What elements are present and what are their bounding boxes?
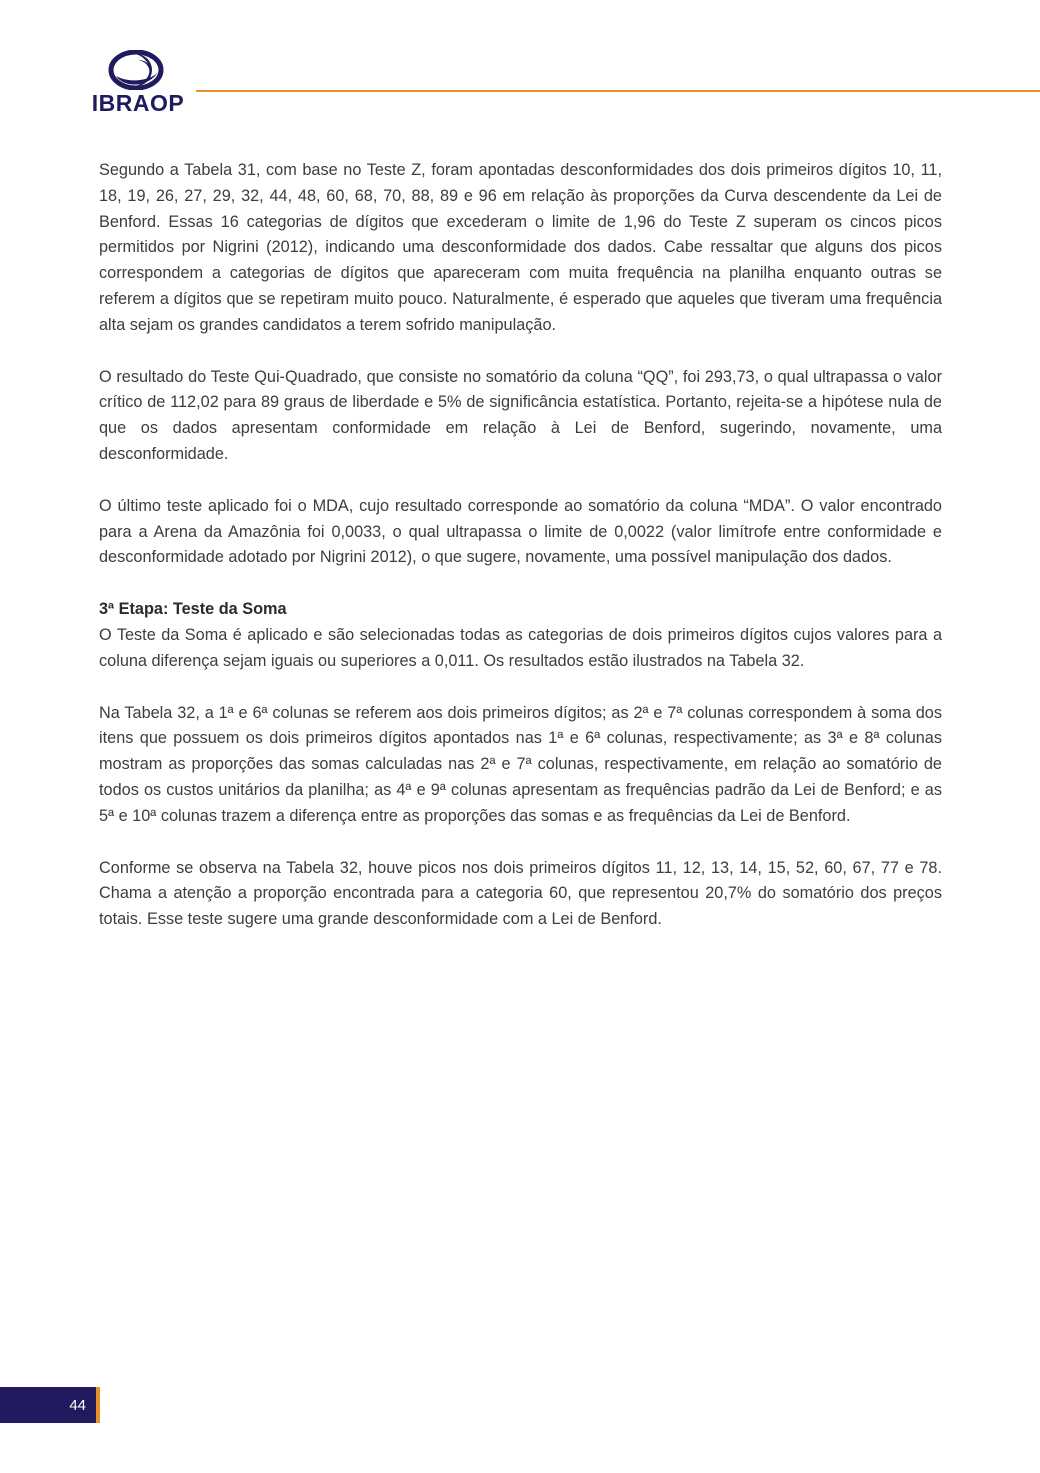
ibraop-logo (88, 50, 188, 122)
paragraph-teste-z: Segundo a Tabela 31, com base no Teste Z, foram apontadas desconformidades dos dois primeiros dígitos 10, 11, 18, 19, 26, 27, 29, 32, 44, 48, 60, 68, 70, 88, 89 e 96 em relação às proporções da Curva descendente da Lei de Benford. Essas 16 categorias de dígitos que excederam o limite de 1,96 do Teste Z superam os cincos picos permitidos por Nigrini (2012), indicando uma desconformidade dos dados. Cabe ressaltar que alguns dos picos correspondem a categorias de dígitos que apareceram com muita frequência na planilha enquanto outras se referem a dígitos que se repetiram muito pouco. Naturalmente, é esperado que aqueles que tiveram uma frequência alta sejam os grandes candidatos a terem sofrido manipulação. (99, 161, 942, 334)
logo-text: IBRAOP (91, 90, 185, 116)
header-divider (196, 90, 1040, 92)
page-number: 44 (69, 1397, 86, 1414)
page-content (99, 158, 942, 933)
paragraph-teste-soma: O Teste da Soma é aplicado e são selecionadas todas as categorias de dois primeiros dígitos cujos valores para a coluna diferença sejam iguais ou superiores a 0,011. Os resultados estão ilustrados na Tabela 32. (99, 625, 942, 670)
ibraop-logo-icon (108, 50, 164, 90)
paragraph-qui-quadrado: O resultado do Teste Qui-Quadrado, que consiste no somatório da coluna “QQ”, foi 293,73, o qual ultrapassa o valor crítico de 112,02 para 89 graus de liberdade e 5% de significância estatística. Portanto, rejeita-se a hipótese nula de que os dados apresentam conformidade em relação à Lei de Benford, sugerindo, novamente, uma desconformidade. (99, 367, 942, 463)
paragraph-mda: O último teste aplicado foi o MDA, cujo resultado corresponde ao somatório da coluna “MDA”. O valor encontrado para a Arena da Amazônia foi 0,0033, o qual ultrapassa o limite de 0,0022 (valor limítrofe entre conformidade e desconformidade adotado por Nigrini 2012), o que sugere, novamente, uma possível manipulação dos dados. (99, 496, 942, 567)
paragraph-tabela-32-colunas: Na Tabela 32, a 1ª e 6ª colunas se referem aos dois primeiros dígitos; as 2ª e 7ª colunas correspondem à soma dos itens que possuem os dois primeiros dígitos apontados nas 1ª e 6ª colunas, respectivamente; as 3ª e 8ª colunas mostram as proporções das somas calculadas nas 2ª e 7ª colunas, respectivamente, em relação ao somatório de todos os custos unitários da planilha; as 4ª e 9ª colunas apresentam as frequências padrão da Lei de Benford; e as 5ª e 10ª colunas trazem a diferença entre as proporções das somas e as frequências da Lei de Benford. (99, 703, 942, 825)
footer-accent-bar (96, 1387, 100, 1423)
paragraph-picos: Conforme se observa na Tabela 32, houve picos nos dois primeiros dígitos 11, 12, 13, 14, 15, 52, 60, 67, 77 e 78. Chama a atenção a proporção encontrada para a categoria 60, que representou 20,7% do somatório dos preços totais. Esse teste sugere uma grande desconformidade com a Lei de Benford. (99, 858, 942, 929)
section-heading: 3ª Etapa: Teste da Soma (99, 600, 287, 619)
